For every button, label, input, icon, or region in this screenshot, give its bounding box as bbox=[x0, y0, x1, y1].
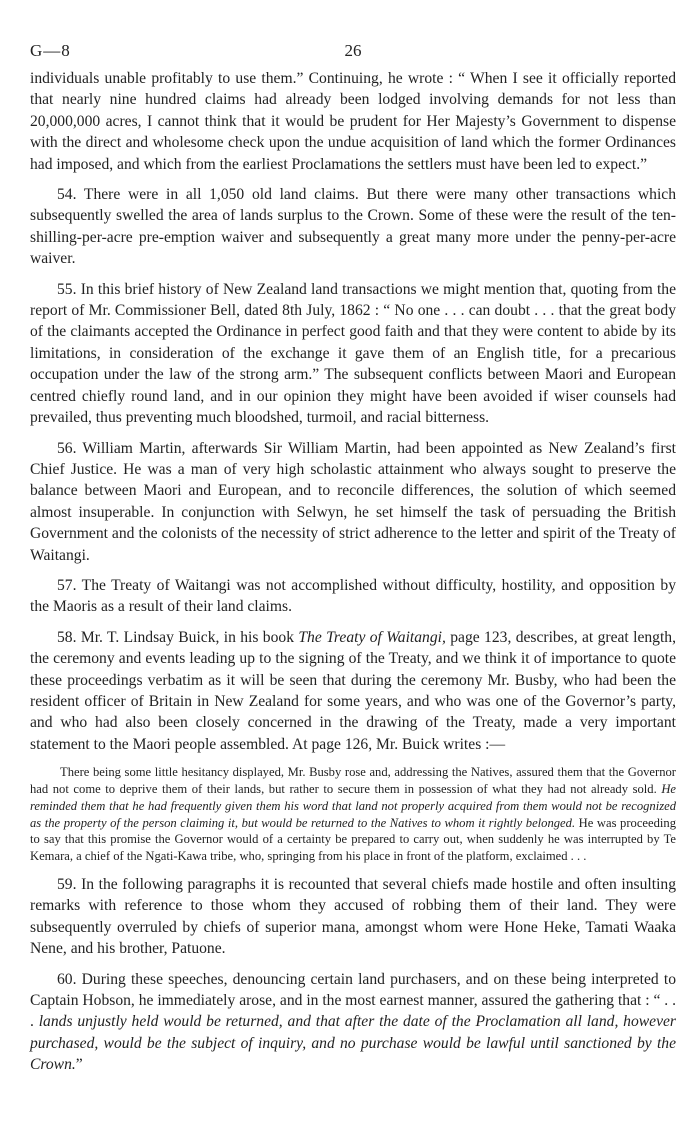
paragraph-56: 56. William Martin, afterwards Sir William Martin, had been appointed as New Zealand’s first Chief Justice. He was a man of very high scholastic attainment who always sought to preserve the balance between Maori and European, and to reconcile differences, the solution of which seemed almost insuperable. In conjunction with Selwyn, he set himself the task of persuading the British Government and the colonists of the necessity of strict adherence to the letter and spirit of the Treaty of Waitangi. bbox=[30, 439, 676, 564]
paragraph-60-start: 60. During these speeches, denouncing certain land purchasers, and on these being interpreted to Captain Hobson, he immediately arose, and in the most earnest manner, assured the gathering that : “ . . . bbox=[30, 970, 676, 1031]
paragraph-59: 59. In the following paragraphs it is recounted that several chiefs made hostile and often insulting remarks with reference to those whom they accused of robbing them of their land. They were subsequently overruled by chiefs of superior mana, amongst whom were Hone Heke, Tamati Waaka Nene, and his brother, Patuone. bbox=[30, 875, 676, 958]
document-reference: G—8 bbox=[30, 41, 71, 60]
paragraph-55: 55. In this brief history of New Zealand land transactions we might mention that, quoting from the report of Mr. Commissioner Bell, dated 8th July, 1862 : “ No one . . . can doubt . . . that the great body of the claimants accepted the Ordinance in perfect good faith and that they were content to abide by its limitations, in consideration of the exchange it gave them of an English title, for a precarious occupation under the law of the strong arm.” The subsequent conflicts between Maori and European centred chiefly round land, and in our opinion they might have been avoided if wiser counsels had prevailed, thus preventing much bloodshed, turmoil, and racial bitterness. bbox=[30, 280, 676, 427]
quote-end: He was proceeding to say that this promise the Governor would of a certainty be prepared to carry out, when suddenly he was interrupted by Te Kemara, a chief of the Ngati-Kawa tribe, who, springing from his place in front of the platform, exclaimed . . . bbox=[30, 815, 676, 864]
paragraph-60 bbox=[30, 969, 676, 1076]
paragraph-60-end: ” bbox=[75, 1056, 83, 1074]
page-number: 26 bbox=[344, 41, 362, 60]
document-page bbox=[30, 40, 676, 1076]
paragraph-58-rest: page 123, describes, at great length, the ceremony and events leading up to the signing of the Treaty, and we think it of importance to quote these proceedings verbatim as it will be seen that during the ceremony Mr. Busby, who had been the resident officer of Britain in New Zealand for some years, and who was one of the Governor’s party, and who had also been closely concerned in the drawing of the Treaty, made a very important statement to the Maori people assembled. At page 126, Mr. Buick writes :— bbox=[30, 628, 676, 753]
quote-italic: He reminded them that he had frequently given them his word that land not properly acquired from them would not be recognized as the property of the person claiming it, but would be returned to the Natives to whom it rightly belonged. bbox=[30, 781, 676, 830]
page-header bbox=[30, 40, 676, 66]
paragraph-60-italic: lands unjustly held would be returned, and that after the date of the Proclamation all land, however purchased, would be the subject of inquiry, and no purchase would be lawful until sanctioned by the Crown. bbox=[30, 1013, 676, 1074]
block-quote bbox=[30, 764, 676, 865]
paragraph-54: 54. There were in all 1,050 old land claims. But there were many other transactions which subsequently swelled the area of lands surplus to the Crown. Some of these were the result of the ten-shilling-per-acre pre-emption waiver and subsequently a great many more under the penny-per-acre waiver. bbox=[30, 186, 676, 268]
continued-paragraph: individuals unable profitably to use them.” Continuing, he wrote : “ When I see it officially reported that nearly nine hundred claims had already been lodged involving demands for not less than 20,000,000 acres, I cannot think that it would be prudent for Her Majesty’s Government to dispense with the direct and wholesome check upon the undue acquisition of land which the former Ordinances had imposed, and which from the earliest Proclamations the settlers must have been led to expect.” bbox=[30, 70, 676, 173]
book-title: The Treaty of Waitangi, bbox=[298, 628, 446, 646]
quote-start: There being some little hesitancy displayed, Mr. Busby rose and, addressing the Natives, assured them that the Governor had not come to deprive them of their lands, but rather to secure them in possession of what they had not already sold. bbox=[30, 765, 676, 796]
paragraph-58 bbox=[30, 627, 676, 755]
paragraph-58-start: 58. Mr. T. Lindsay Buick, in his book bbox=[57, 628, 299, 646]
paragraph-57: 57. The Treaty of Waitangi was not accomplished without difficulty, hostility, and opposition by the Maoris as a result of their land claims. bbox=[30, 576, 676, 616]
